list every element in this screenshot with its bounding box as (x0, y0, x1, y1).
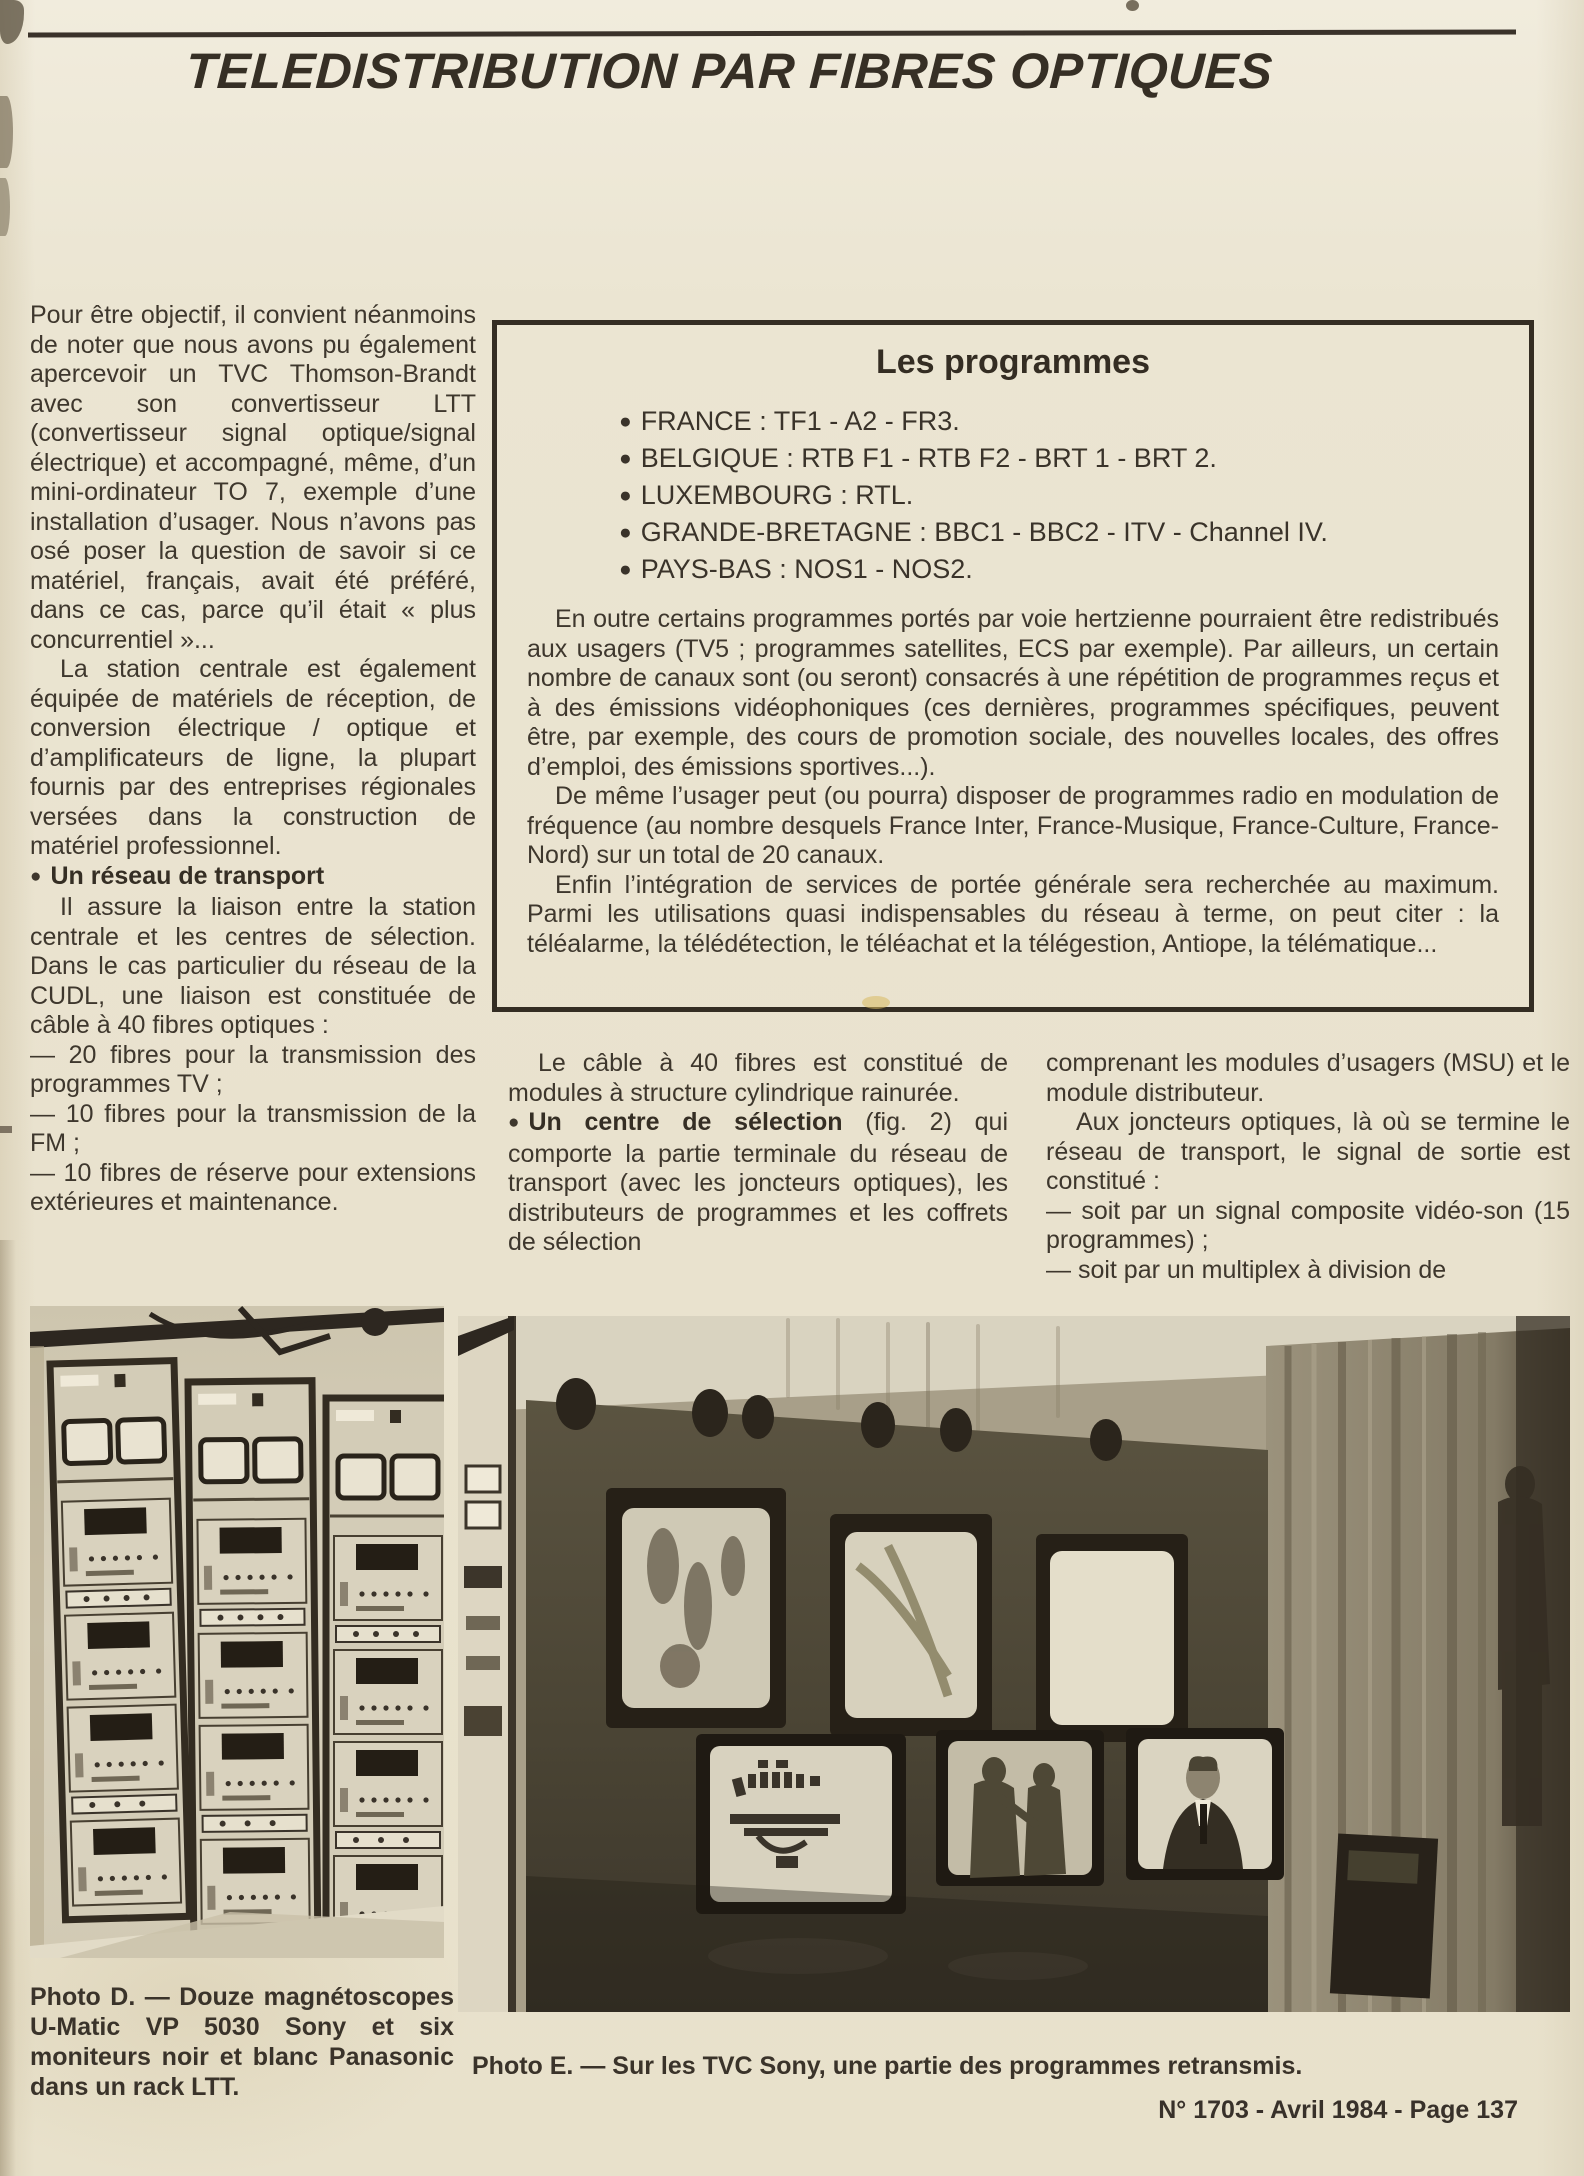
photo-d-caption: Photo D. — Douze magnétoscopes U-Matic VP 5030 Sony et six moniteurs noir et blanc Panasonic dans un rack LTT. (30, 1983, 454, 2101)
country-programmes: LUXEMBOURG : RTL. (640, 480, 914, 510)
right-column (1046, 1049, 1570, 1285)
bullet-icon: ● (508, 1112, 520, 1133)
programmes-box (492, 320, 1534, 1012)
country-programmes: GRANDE-BRETAGNE : BBC1 - BBC2 - ITV - Channel IV. (640, 517, 1328, 547)
list-item (619, 552, 1499, 589)
country-programmes: BELGIQUE : RTB F1 - RTB F2 - BRT 1 - BRT 2. (640, 443, 1217, 473)
scan-artifact (1126, 0, 1139, 11)
section-subhead (30, 862, 476, 894)
scan-artifact (0, 1126, 12, 1133)
paragraph: Pour être objectif, il convient néanmoins de noter que nous avons pu également apercevoir un TVC Thomson-Brandt avec son convertisseur LTT (convertisseur signal optique/signal électrique) et accompagné, même, d’un mini-ordinateur TO 7, exemple d’une installation d’usager. Nous n’avons pas osé poser la question de savoir si ce matériel, français, avait été préféré, dans ce cas, parce qu’il était « plus concurrentiel »... (30, 301, 476, 654)
fiber-list (30, 1041, 476, 1218)
paragraph: Le câble à 40 fibres est constitué de modules à structure cylindrique rainurée. (508, 1049, 1008, 1107)
list-item (619, 404, 1499, 441)
signal-list (1046, 1197, 1570, 1286)
programmes-country-list (619, 404, 1499, 589)
list-item: — 10 fibres pour la transmission de la FM ; (30, 1099, 476, 1157)
list-item: — 20 fibres pour la transmission des programmes TV ; (30, 1040, 476, 1098)
paragraph: De même l’usager peut (ou pourra) disposer de programmes radio en modulation de fréquence (au nombre desquels France Inter, France-Musique, France-Culture, France-Nord) sur un total de 20 canaux. (527, 782, 1499, 869)
paragraph: En outre certains programmes portés par voie hertzienne pourraient être redistribués aux usagers (TV5 ; programmes satellites, ECS par exemple). Par ailleurs, un certain nombre de canaux sont (ou seront) consacrés à une répétition de programmes reçus et à des émissions vidéophoniques (ces dernières, programmes spécifiques, peuvent être, par exemple, des cours de promotion sociale, des nouvelles locales, des offres d’emploi, des émissions sportives...). (527, 605, 1499, 781)
bullet-icon: ● (30, 865, 42, 887)
list-item (619, 515, 1499, 552)
paragraph: Aux joncteurs optiques, là où se termine le réseau de transport, le signal de sortie est constitué : (1046, 1108, 1570, 1195)
scan-artifact (0, 0, 24, 44)
header-rule (28, 29, 1516, 37)
list-item (619, 441, 1499, 478)
middle-column (508, 1049, 1008, 1258)
scan-artifact (0, 178, 10, 236)
photo-e-image (458, 1316, 1570, 2012)
scan-artifact (0, 96, 13, 168)
left-column (30, 301, 476, 1301)
section-subhead (508, 1108, 1008, 1258)
list-item (619, 478, 1499, 515)
photo-e-caption: Photo E. — Sur les TVC Sony, une partie des programmes retransmis. (472, 2052, 1303, 2080)
list-item: — soit par un signal composite vidéo-son (15 programmes) ; (1046, 1196, 1570, 1254)
subhead-label: Un centre de sélection (528, 1108, 843, 1136)
scan-artifact (0, 1240, 16, 2176)
page-footer: N° 1703 - Avril 1984 - Page 137 (1158, 2096, 1518, 2124)
photo-d-image (30, 1306, 444, 1958)
paragraph: Enfin l’intégration de services de portée générale sera recherchée au maximum. Parmi les utilisations quasi indispensables du réseau à terme, on peut citer : la téléalarme, la télédétection, le téléachat et la télégestion, Antiope, la télématique... (527, 870, 1499, 958)
paragraph: Il assure la liaison entre la station centrale et les centres de sélection. Dans le cas particulier du réseau de la CUDL, une liaison est constituée de câble à 40 fibres optiques : (30, 893, 476, 1039)
paragraph: comprenant les modules d’usagers (MSU) et le module distributeur. (1046, 1049, 1570, 1107)
bullet-icon: ● (619, 447, 632, 470)
subhead-label: Un réseau de transport (50, 861, 325, 890)
list-item: — soit par un multiplex à division de (1046, 1255, 1447, 1284)
bullet-icon: ● (619, 521, 632, 544)
country-programmes: FRANCE : TF1 - A2 - FR3. (640, 406, 960, 436)
list-item: — 10 fibres de réserve pour extensions extérieures et maintenance. (30, 1158, 476, 1216)
bullet-icon: ● (619, 410, 632, 433)
paragraph: La station centrale est également équipée de matériels de réception, de conversion électrique / optique et d’amplificateurs de ligne, la plupart fournis par des entreprises régionales versées dans la construction de matériel professionnel. (30, 655, 476, 860)
programmes-box-title: Les programmes (876, 343, 1150, 381)
country-programmes: PAYS-BAS : NOS1 - NOS2. (640, 554, 973, 584)
bullet-icon: ● (619, 558, 632, 581)
paragraph-continuation: (fig. 2) qui comporte la partie terminale du réseau de transport (avec les joncteurs optiques), les distributeurs de programmes et les coffrets de sélection (508, 1108, 1008, 1256)
bullet-icon: ● (619, 484, 632, 507)
page-title: TELEDISTRIBUTION PAR FIBRES OPTIQUES (184, 43, 1275, 99)
